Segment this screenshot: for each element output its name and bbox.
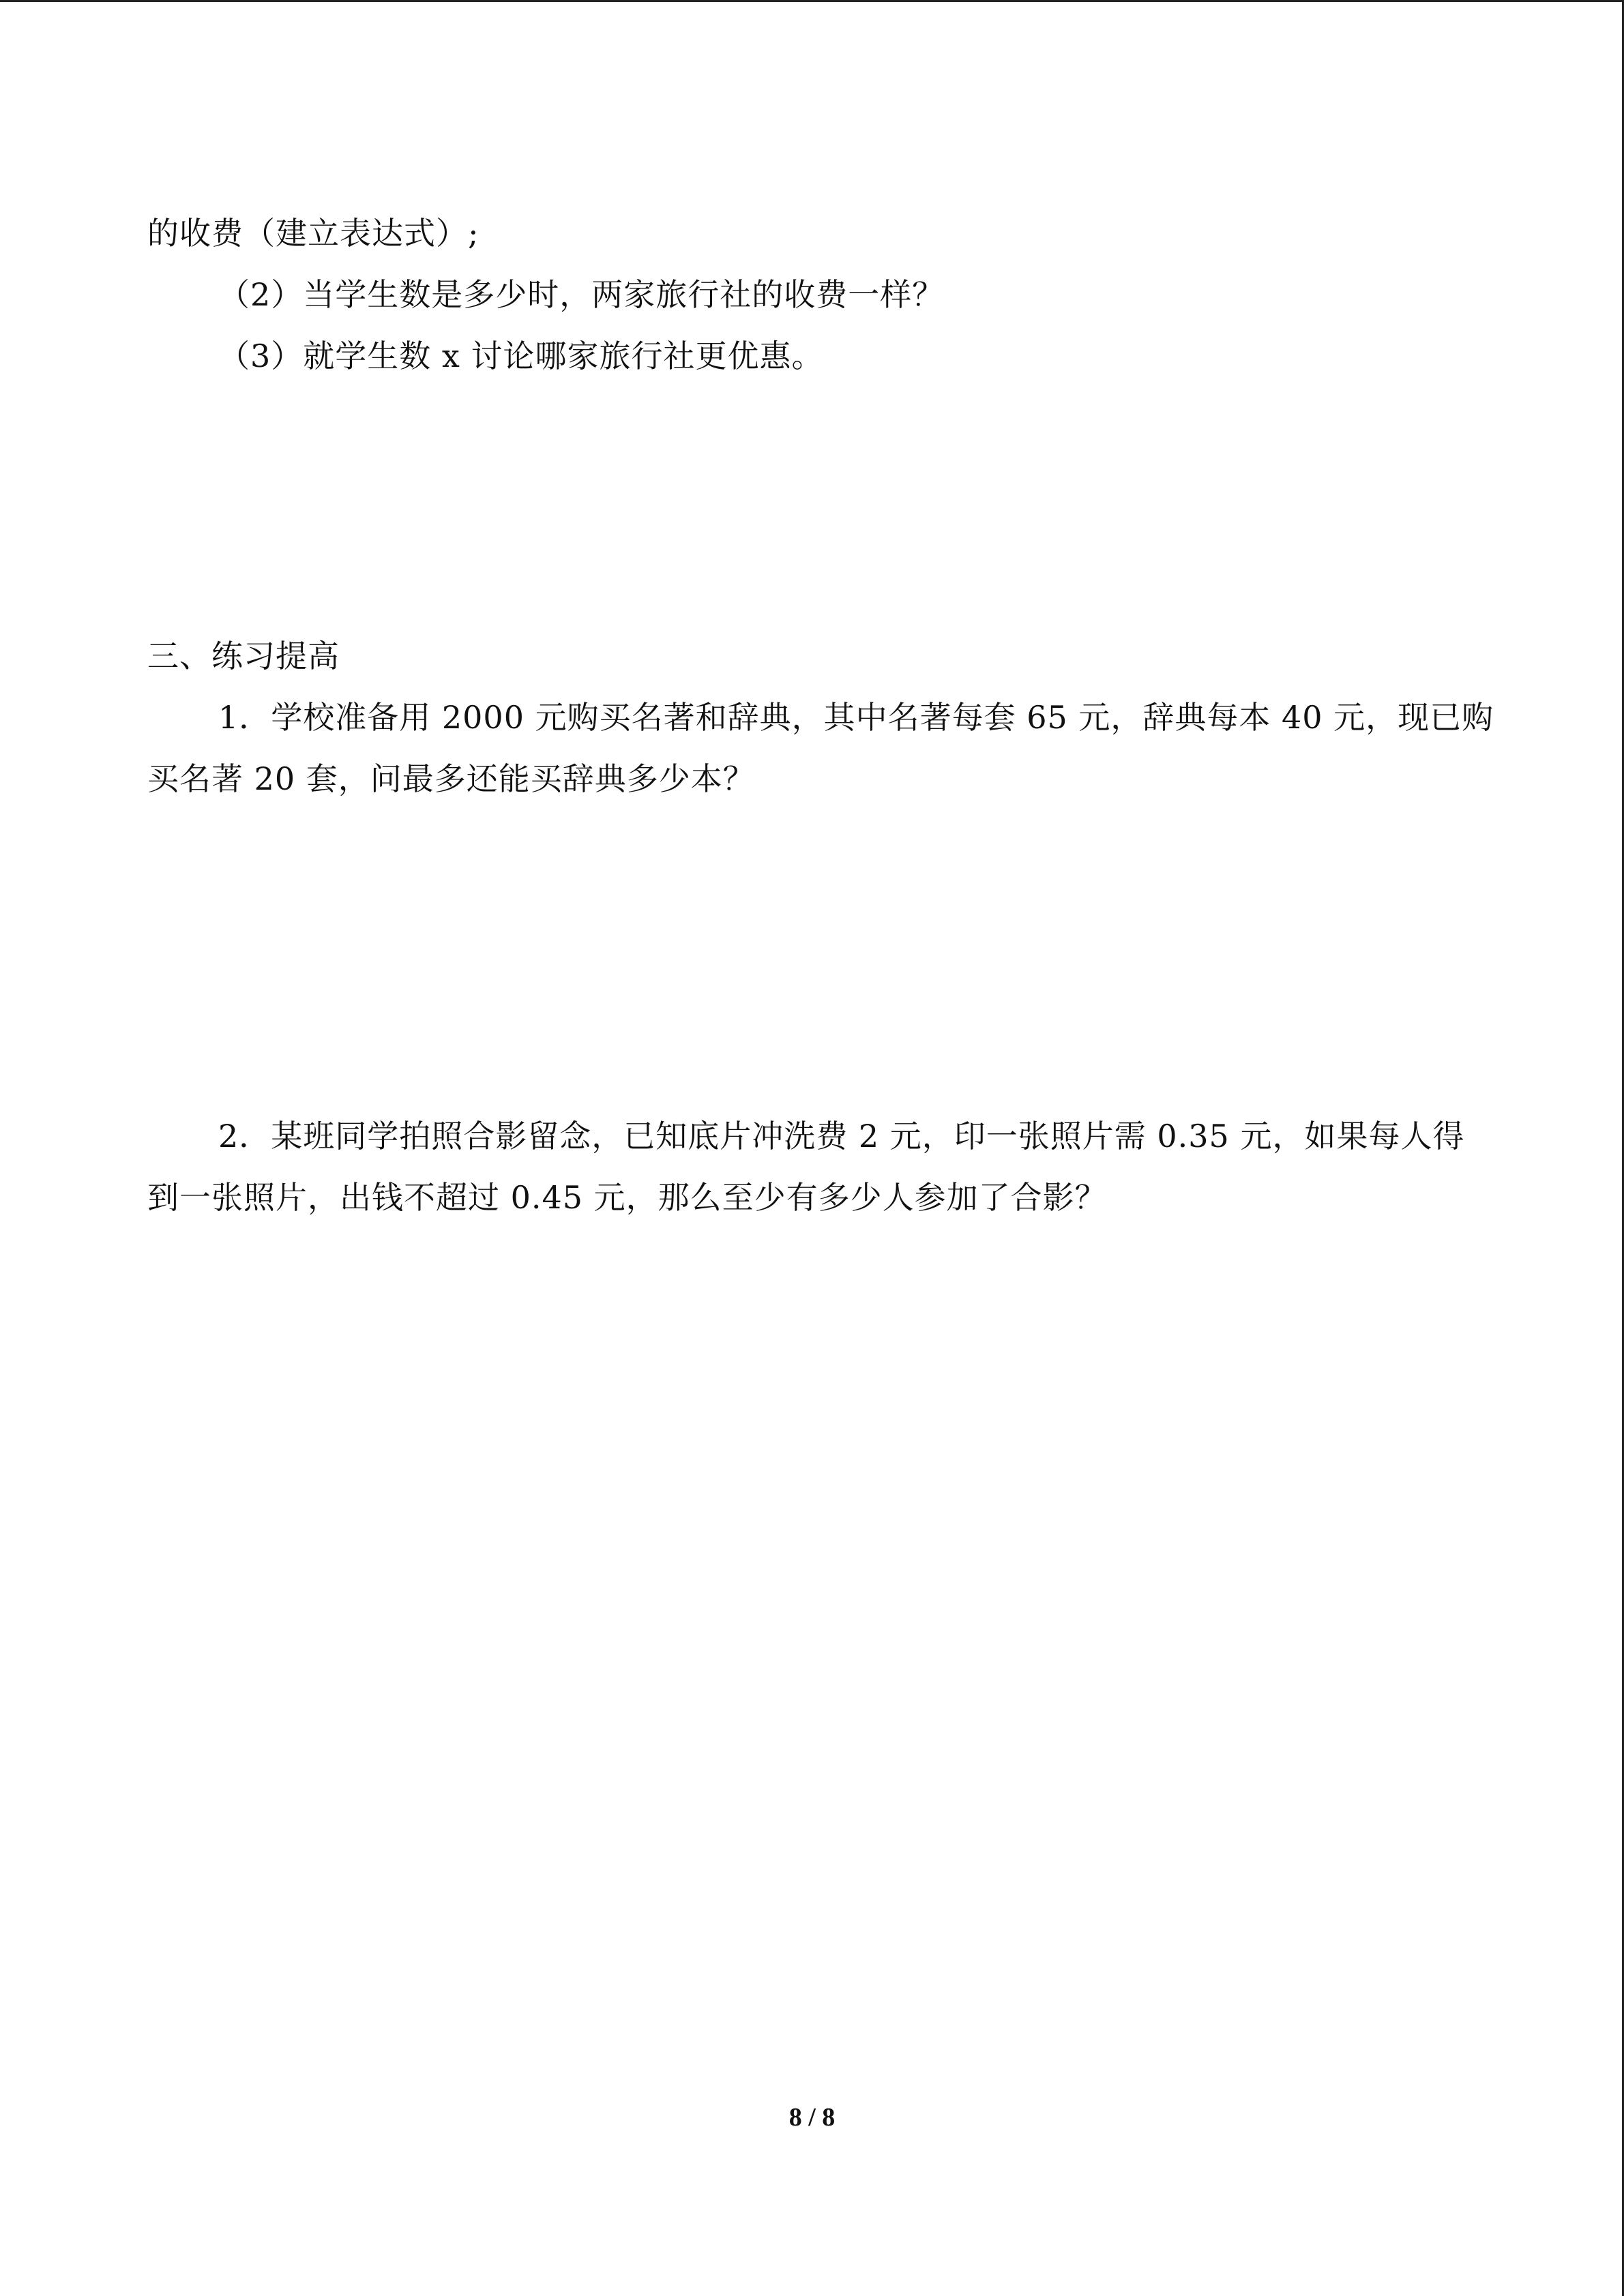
page-top-border xyxy=(0,0,1624,2)
section-heading: 三、练习提高 xyxy=(147,638,340,674)
question-continuation-line: 的收费（建立表达式）; xyxy=(147,215,479,252)
exercise-1-line-2: 买名著 20 套，问最多还能买辞典多少本？ xyxy=(147,760,755,797)
sub-question-3: （3）就学生数 x 讨论哪家旅行社更优惠。 xyxy=(218,338,824,374)
page-number: 8 / 8 xyxy=(788,2103,836,2132)
exercise-2-line-1: 2．某班同学拍照合影留念，已知底片冲洗费 2 元，印一张照片需 0.35 元，如果每人得 xyxy=(218,1118,1465,1154)
exercise-2-line-2: 到一张照片，出钱不超过 0.45 元，那么至少有多少人参加了合影？ xyxy=(147,1179,1107,1216)
exercise-1-line-1: 1．学校准备用 2000 元购买名著和辞典，其中名著每套 65 元，辞典每本 40 元，现已购 xyxy=(218,699,1494,736)
sub-question-2: （2）当学生数是多少时，两家旅行社的收费一样？ xyxy=(218,276,945,313)
